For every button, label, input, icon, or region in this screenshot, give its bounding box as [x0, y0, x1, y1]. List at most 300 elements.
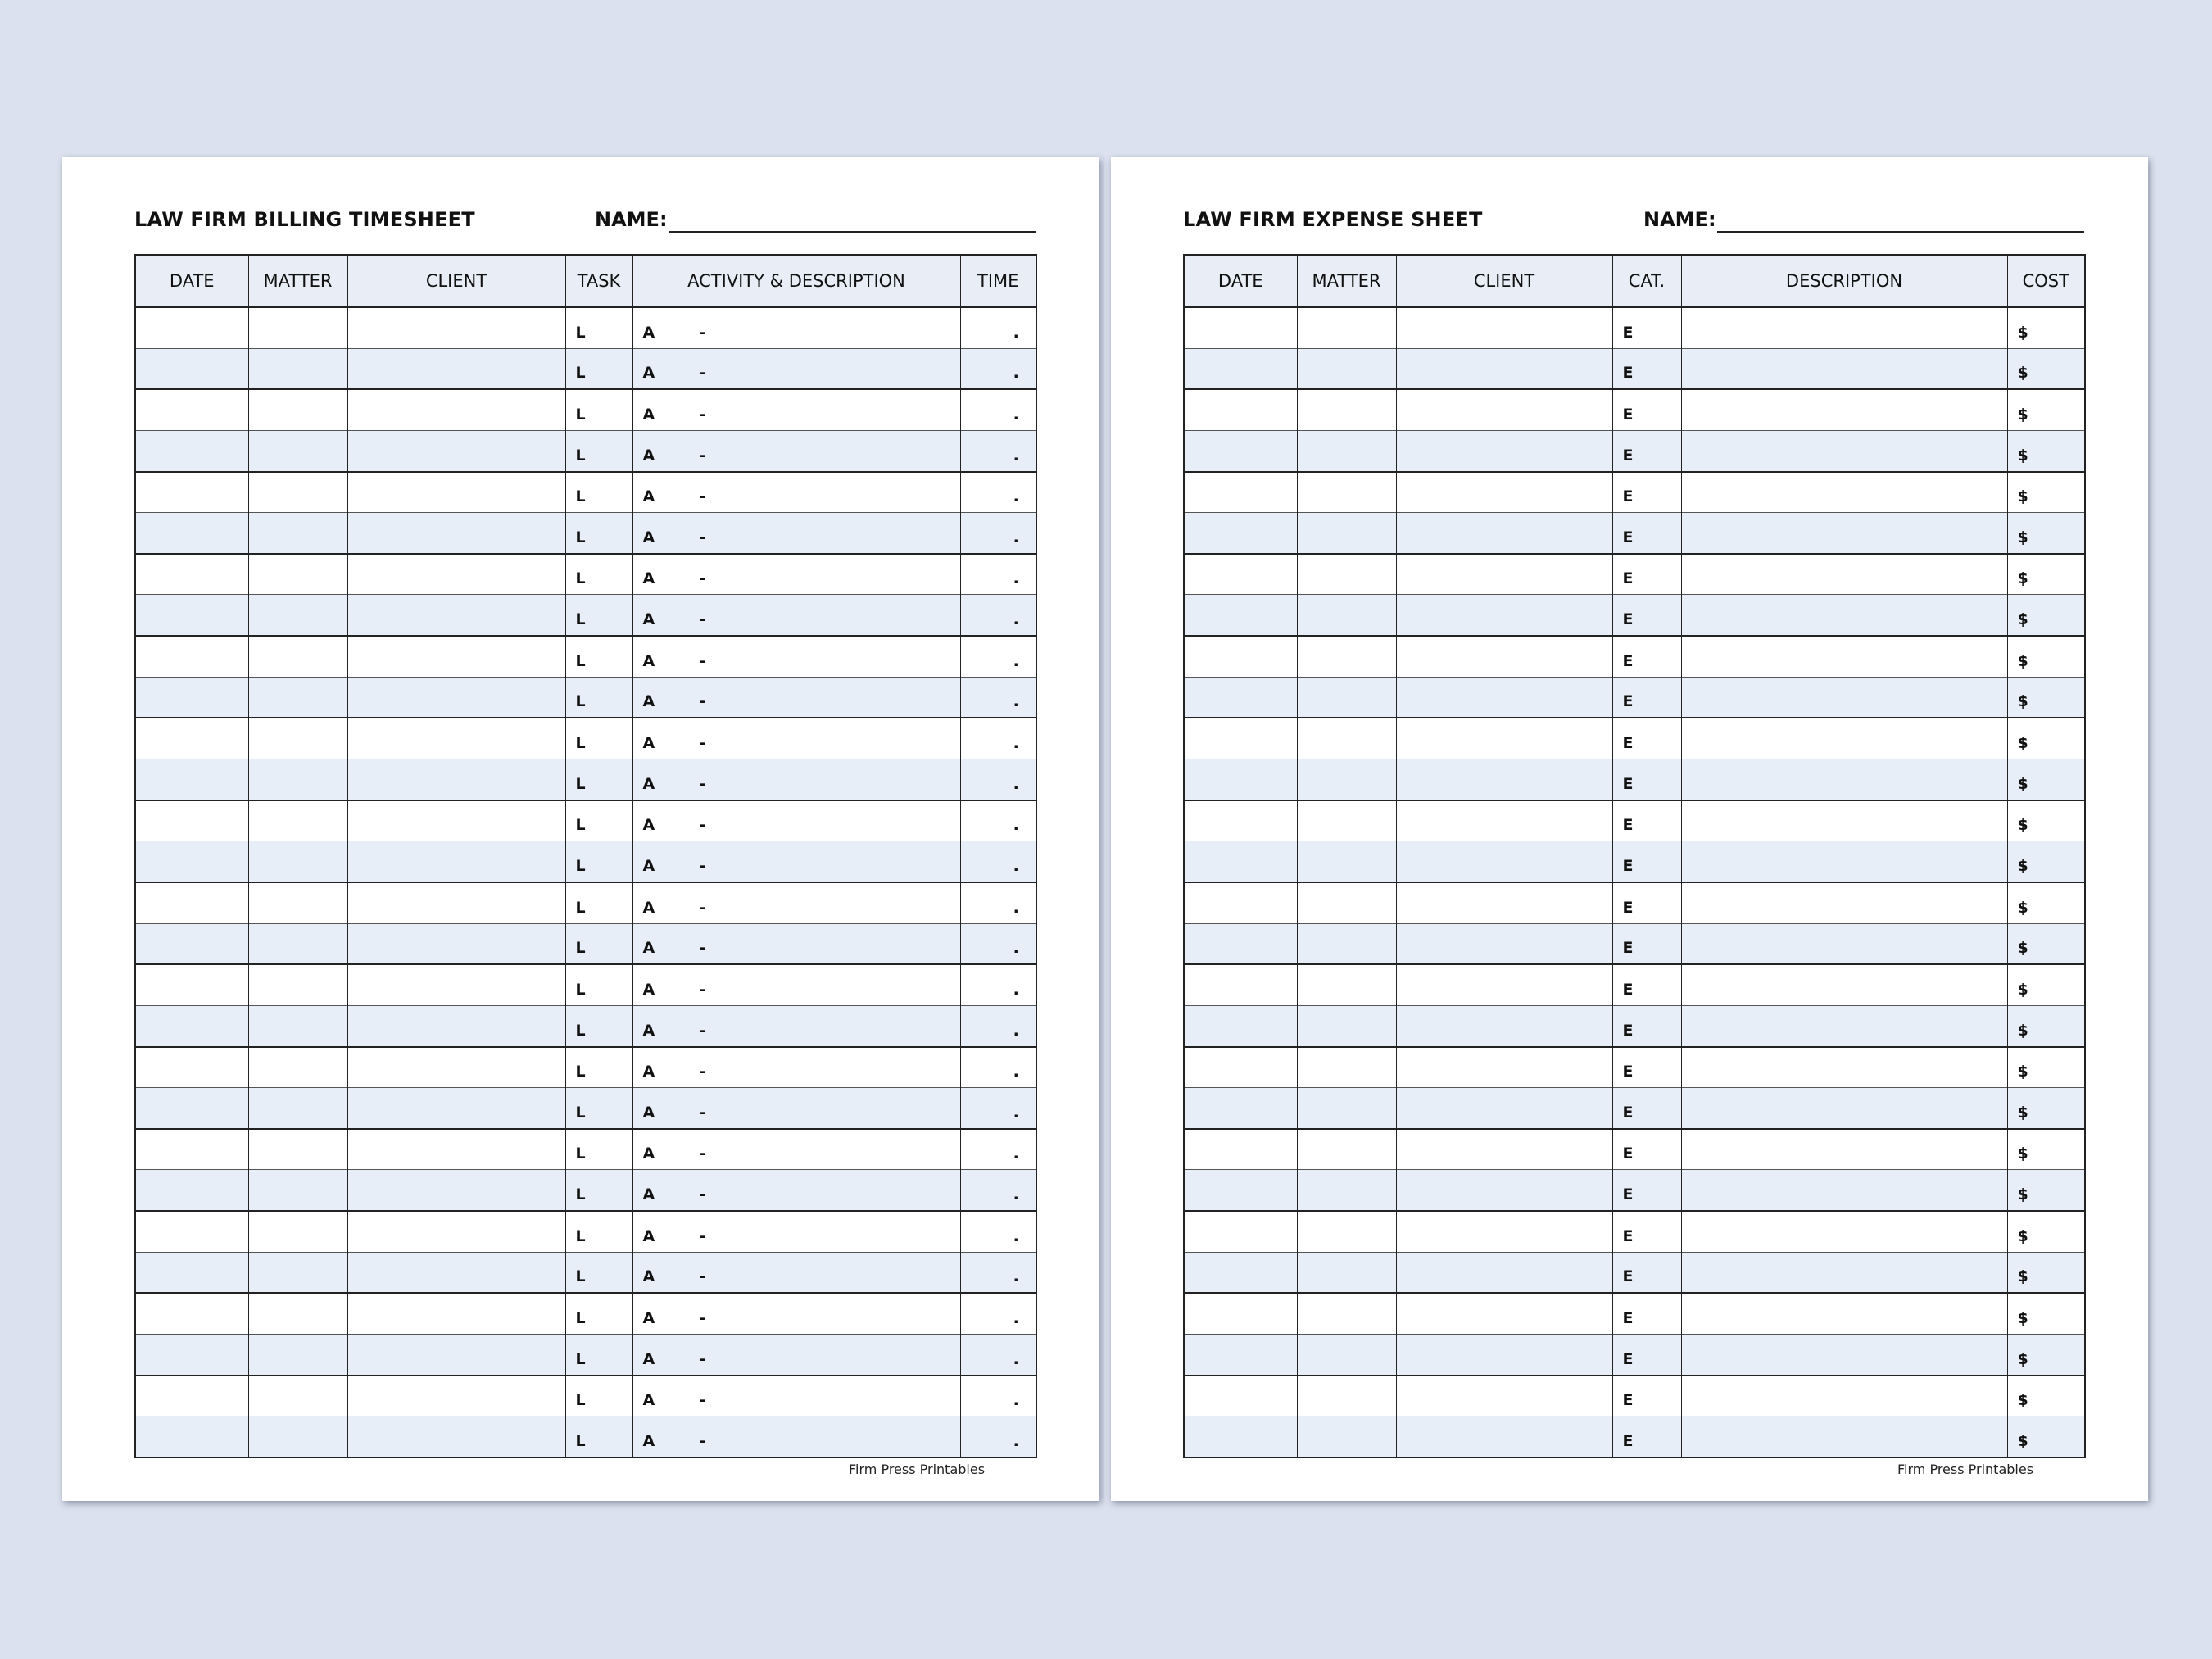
date-cell[interactable] — [135, 718, 248, 759]
matter-cell[interactable] — [248, 923, 347, 964]
matter-cell[interactable] — [1297, 595, 1396, 636]
matter-cell[interactable] — [248, 964, 347, 1005]
activity-cell[interactable] — [632, 1170, 960, 1211]
description-cell[interactable] — [1681, 800, 2007, 841]
description-cell[interactable] — [1681, 513, 2007, 554]
cost-cell[interactable] — [2007, 595, 2085, 636]
description-cell[interactable] — [1681, 1335, 2007, 1376]
client-cell[interactable] — [347, 759, 565, 800]
matter-cell[interactable] — [248, 759, 347, 800]
description-cell[interactable] — [1681, 1129, 2007, 1170]
time-cell[interactable] — [960, 841, 1036, 882]
task-cell[interactable] — [565, 1416, 632, 1457]
description-cell[interactable] — [1681, 554, 2007, 595]
matter-cell[interactable] — [1297, 1416, 1396, 1457]
client-cell[interactable] — [1396, 923, 1612, 964]
matter-cell[interactable] — [1297, 1047, 1396, 1088]
date-cell[interactable] — [135, 964, 248, 1005]
date-cell[interactable] — [135, 677, 248, 718]
category-cell[interactable] — [1612, 307, 1681, 348]
date-cell[interactable] — [135, 636, 248, 677]
time-cell[interactable] — [960, 923, 1036, 964]
task-cell[interactable] — [565, 841, 632, 882]
task-cell[interactable] — [565, 307, 632, 348]
category-cell[interactable] — [1612, 1170, 1681, 1211]
description-cell[interactable] — [1681, 759, 2007, 800]
matter-cell[interactable] — [1297, 1005, 1396, 1046]
activity-cell[interactable] — [632, 759, 960, 800]
category-cell[interactable] — [1612, 923, 1681, 964]
category-cell[interactable] — [1612, 430, 1681, 471]
task-cell[interactable] — [565, 800, 632, 841]
client-cell[interactable] — [347, 1129, 565, 1170]
date-cell[interactable] — [135, 841, 248, 882]
activity-cell[interactable] — [632, 1252, 960, 1293]
date-cell[interactable] — [1184, 1335, 1297, 1376]
date-cell[interactable] — [1184, 595, 1297, 636]
matter-cell[interactable] — [248, 1088, 347, 1129]
time-cell[interactable] — [960, 718, 1036, 759]
client-cell[interactable] — [347, 389, 565, 430]
category-cell[interactable] — [1612, 1211, 1681, 1252]
matter-cell[interactable] — [1297, 513, 1396, 554]
matter-cell[interactable] — [1297, 307, 1396, 348]
task-cell[interactable] — [565, 472, 632, 513]
date-cell[interactable] — [135, 554, 248, 595]
description-cell[interactable] — [1681, 1170, 2007, 1211]
time-cell[interactable] — [960, 513, 1036, 554]
cost-cell[interactable] — [2007, 1088, 2085, 1129]
client-cell[interactable] — [1396, 800, 1612, 841]
activity-cell[interactable] — [632, 513, 960, 554]
cost-cell[interactable] — [2007, 841, 2085, 882]
matter-cell[interactable] — [248, 1129, 347, 1170]
activity-cell[interactable] — [632, 389, 960, 430]
task-cell[interactable] — [565, 923, 632, 964]
client-cell[interactable] — [347, 1376, 565, 1416]
matter-cell[interactable] — [1297, 1335, 1396, 1376]
activity-cell[interactable] — [632, 1376, 960, 1416]
date-cell[interactable] — [1184, 759, 1297, 800]
client-cell[interactable] — [347, 677, 565, 718]
activity-cell[interactable] — [632, 718, 960, 759]
cost-cell[interactable] — [2007, 1416, 2085, 1457]
date-cell[interactable] — [135, 1416, 248, 1457]
task-cell[interactable] — [565, 389, 632, 430]
matter-cell[interactable] — [248, 389, 347, 430]
task-cell[interactable] — [565, 677, 632, 718]
task-cell[interactable] — [565, 1005, 632, 1046]
description-cell[interactable] — [1681, 348, 2007, 389]
client-cell[interactable] — [347, 595, 565, 636]
time-cell[interactable] — [960, 554, 1036, 595]
category-cell[interactable] — [1612, 1129, 1681, 1170]
activity-cell[interactable] — [632, 1047, 960, 1088]
date-cell[interactable] — [135, 1376, 248, 1416]
cost-cell[interactable] — [2007, 677, 2085, 718]
description-cell[interactable] — [1681, 1005, 2007, 1046]
category-cell[interactable] — [1612, 882, 1681, 923]
date-cell[interactable] — [1184, 1005, 1297, 1046]
time-cell[interactable] — [960, 1252, 1036, 1293]
client-cell[interactable] — [347, 1005, 565, 1046]
category-cell[interactable] — [1612, 348, 1681, 389]
cost-cell[interactable] — [2007, 964, 2085, 1005]
timesheet-name-field[interactable] — [669, 231, 1036, 233]
description-cell[interactable] — [1681, 636, 2007, 677]
category-cell[interactable] — [1612, 718, 1681, 759]
date-cell[interactable] — [1184, 554, 1297, 595]
client-cell[interactable] — [1396, 1376, 1612, 1416]
activity-cell[interactable] — [632, 307, 960, 348]
client-cell[interactable] — [347, 636, 565, 677]
client-cell[interactable] — [1396, 1252, 1612, 1293]
time-cell[interactable] — [960, 1416, 1036, 1457]
description-cell[interactable] — [1681, 1293, 2007, 1334]
activity-cell[interactable] — [632, 800, 960, 841]
client-cell[interactable] — [1396, 1335, 1612, 1376]
client-cell[interactable] — [347, 1335, 565, 1376]
description-cell[interactable] — [1681, 1047, 2007, 1088]
client-cell[interactable] — [1396, 472, 1612, 513]
description-cell[interactable] — [1681, 389, 2007, 430]
cost-cell[interactable] — [2007, 513, 2085, 554]
matter-cell[interactable] — [248, 348, 347, 389]
time-cell[interactable] — [960, 882, 1036, 923]
activity-cell[interactable] — [632, 882, 960, 923]
description-cell[interactable] — [1681, 1416, 2007, 1457]
client-cell[interactable] — [347, 307, 565, 348]
date-cell[interactable] — [135, 1170, 248, 1211]
client-cell[interactable] — [347, 348, 565, 389]
matter-cell[interactable] — [248, 1376, 347, 1416]
client-cell[interactable] — [1396, 677, 1612, 718]
cost-cell[interactable] — [2007, 307, 2085, 348]
category-cell[interactable] — [1612, 389, 1681, 430]
date-cell[interactable] — [135, 348, 248, 389]
date-cell[interactable] — [1184, 513, 1297, 554]
cost-cell[interactable] — [2007, 800, 2085, 841]
time-cell[interactable] — [960, 1376, 1036, 1416]
client-cell[interactable] — [347, 1211, 565, 1252]
cost-cell[interactable] — [2007, 923, 2085, 964]
matter-cell[interactable] — [248, 677, 347, 718]
category-cell[interactable] — [1612, 636, 1681, 677]
time-cell[interactable] — [960, 1088, 1036, 1129]
date-cell[interactable] — [135, 472, 248, 513]
matter-cell[interactable] — [248, 1416, 347, 1457]
time-cell[interactable] — [960, 964, 1036, 1005]
description-cell[interactable] — [1681, 882, 2007, 923]
matter-cell[interactable] — [1297, 389, 1396, 430]
matter-cell[interactable] — [248, 513, 347, 554]
activity-cell[interactable] — [632, 964, 960, 1005]
activity-cell[interactable] — [632, 1129, 960, 1170]
time-cell[interactable] — [960, 1211, 1036, 1252]
task-cell[interactable] — [565, 1211, 632, 1252]
activity-cell[interactable] — [632, 1005, 960, 1046]
task-cell[interactable] — [565, 1335, 632, 1376]
date-cell[interactable] — [1184, 800, 1297, 841]
date-cell[interactable] — [1184, 636, 1297, 677]
category-cell[interactable] — [1612, 1088, 1681, 1129]
activity-cell[interactable] — [632, 1416, 960, 1457]
date-cell[interactable] — [135, 923, 248, 964]
cost-cell[interactable] — [2007, 1293, 2085, 1334]
cost-cell[interactable] — [2007, 882, 2085, 923]
matter-cell[interactable] — [248, 1047, 347, 1088]
description-cell[interactable] — [1681, 841, 2007, 882]
date-cell[interactable] — [1184, 841, 1297, 882]
date-cell[interactable] — [1184, 348, 1297, 389]
client-cell[interactable] — [1396, 513, 1612, 554]
expense-name-field[interactable] — [1717, 231, 2084, 233]
category-cell[interactable] — [1612, 964, 1681, 1005]
cost-cell[interactable] — [2007, 389, 2085, 430]
activity-cell[interactable] — [632, 430, 960, 471]
date-cell[interactable] — [135, 307, 248, 348]
cost-cell[interactable] — [2007, 472, 2085, 513]
date-cell[interactable] — [1184, 1088, 1297, 1129]
matter-cell[interactable] — [248, 841, 347, 882]
activity-cell[interactable] — [632, 348, 960, 389]
task-cell[interactable] — [565, 348, 632, 389]
time-cell[interactable] — [960, 800, 1036, 841]
category-cell[interactable] — [1612, 1252, 1681, 1293]
matter-cell[interactable] — [1297, 348, 1396, 389]
time-cell[interactable] — [960, 1170, 1036, 1211]
date-cell[interactable] — [135, 1088, 248, 1129]
client-cell[interactable] — [347, 554, 565, 595]
description-cell[interactable] — [1681, 923, 2007, 964]
category-cell[interactable] — [1612, 1416, 1681, 1457]
matter-cell[interactable] — [1297, 554, 1396, 595]
matter-cell[interactable] — [248, 1252, 347, 1293]
activity-cell[interactable] — [632, 595, 960, 636]
description-cell[interactable] — [1681, 1252, 2007, 1293]
matter-cell[interactable] — [1297, 923, 1396, 964]
date-cell[interactable] — [135, 1129, 248, 1170]
task-cell[interactable] — [565, 1170, 632, 1211]
matter-cell[interactable] — [248, 800, 347, 841]
date-cell[interactable] — [1184, 389, 1297, 430]
matter-cell[interactable] — [1297, 841, 1396, 882]
category-cell[interactable] — [1612, 554, 1681, 595]
date-cell[interactable] — [135, 595, 248, 636]
matter-cell[interactable] — [1297, 1088, 1396, 1129]
time-cell[interactable] — [960, 389, 1036, 430]
task-cell[interactable] — [565, 1047, 632, 1088]
activity-cell[interactable] — [632, 677, 960, 718]
time-cell[interactable] — [960, 595, 1036, 636]
description-cell[interactable] — [1681, 964, 2007, 1005]
matter-cell[interactable] — [248, 1005, 347, 1046]
client-cell[interactable] — [347, 718, 565, 759]
client-cell[interactable] — [1396, 1047, 1612, 1088]
client-cell[interactable] — [347, 1252, 565, 1293]
cost-cell[interactable] — [2007, 718, 2085, 759]
time-cell[interactable] — [960, 759, 1036, 800]
matter-cell[interactable] — [1297, 882, 1396, 923]
date-cell[interactable] — [135, 1005, 248, 1046]
date-cell[interactable] — [1184, 1252, 1297, 1293]
date-cell[interactable] — [135, 882, 248, 923]
client-cell[interactable] — [1396, 595, 1612, 636]
task-cell[interactable] — [565, 1293, 632, 1334]
date-cell[interactable] — [135, 513, 248, 554]
description-cell[interactable] — [1681, 1088, 2007, 1129]
date-cell[interactable] — [135, 1211, 248, 1252]
task-cell[interactable] — [565, 554, 632, 595]
client-cell[interactable] — [1396, 636, 1612, 677]
cost-cell[interactable] — [2007, 1252, 2085, 1293]
activity-cell[interactable] — [632, 1211, 960, 1252]
cost-cell[interactable] — [2007, 1376, 2085, 1416]
matter-cell[interactable] — [248, 1211, 347, 1252]
cost-cell[interactable] — [2007, 1047, 2085, 1088]
time-cell[interactable] — [960, 1335, 1036, 1376]
description-cell[interactable] — [1681, 1211, 2007, 1252]
time-cell[interactable] — [960, 348, 1036, 389]
matter-cell[interactable] — [1297, 964, 1396, 1005]
description-cell[interactable] — [1681, 677, 2007, 718]
matter-cell[interactable] — [1297, 1252, 1396, 1293]
client-cell[interactable] — [347, 513, 565, 554]
client-cell[interactable] — [1396, 1293, 1612, 1334]
activity-cell[interactable] — [632, 636, 960, 677]
date-cell[interactable] — [135, 1047, 248, 1088]
date-cell[interactable] — [1184, 1170, 1297, 1211]
time-cell[interactable] — [960, 1047, 1036, 1088]
date-cell[interactable] — [1184, 964, 1297, 1005]
description-cell[interactable] — [1681, 1376, 2007, 1416]
matter-cell[interactable] — [1297, 677, 1396, 718]
matter-cell[interactable] — [1297, 1376, 1396, 1416]
task-cell[interactable] — [565, 513, 632, 554]
task-cell[interactable] — [565, 430, 632, 471]
client-cell[interactable] — [347, 1416, 565, 1457]
matter-cell[interactable] — [248, 1293, 347, 1334]
activity-cell[interactable] — [632, 1293, 960, 1334]
client-cell[interactable] — [1396, 348, 1612, 389]
category-cell[interactable] — [1612, 1335, 1681, 1376]
category-cell[interactable] — [1612, 677, 1681, 718]
date-cell[interactable] — [1184, 923, 1297, 964]
task-cell[interactable] — [565, 1088, 632, 1129]
matter-cell[interactable] — [248, 882, 347, 923]
activity-cell[interactable] — [632, 841, 960, 882]
date-cell[interactable] — [1184, 1211, 1297, 1252]
client-cell[interactable] — [347, 430, 565, 471]
time-cell[interactable] — [960, 1293, 1036, 1334]
time-cell[interactable] — [960, 307, 1036, 348]
category-cell[interactable] — [1612, 800, 1681, 841]
date-cell[interactable] — [1184, 1293, 1297, 1334]
date-cell[interactable] — [1184, 882, 1297, 923]
date-cell[interactable] — [1184, 1376, 1297, 1416]
date-cell[interactable] — [135, 759, 248, 800]
cost-cell[interactable] — [2007, 430, 2085, 471]
activity-cell[interactable] — [632, 554, 960, 595]
client-cell[interactable] — [1396, 882, 1612, 923]
matter-cell[interactable] — [1297, 1170, 1396, 1211]
matter-cell[interactable] — [1297, 718, 1396, 759]
cost-cell[interactable] — [2007, 636, 2085, 677]
activity-cell[interactable] — [632, 472, 960, 513]
category-cell[interactable] — [1612, 472, 1681, 513]
client-cell[interactable] — [347, 964, 565, 1005]
date-cell[interactable] — [1184, 472, 1297, 513]
matter-cell[interactable] — [1297, 636, 1396, 677]
cost-cell[interactable] — [2007, 1005, 2085, 1046]
task-cell[interactable] — [565, 1129, 632, 1170]
task-cell[interactable] — [565, 595, 632, 636]
client-cell[interactable] — [1396, 389, 1612, 430]
description-cell[interactable] — [1681, 718, 2007, 759]
matter-cell[interactable] — [248, 430, 347, 471]
matter-cell[interactable] — [1297, 759, 1396, 800]
matter-cell[interactable] — [248, 1335, 347, 1376]
client-cell[interactable] — [347, 841, 565, 882]
client-cell[interactable] — [347, 1293, 565, 1334]
cost-cell[interactable] — [2007, 1170, 2085, 1211]
client-cell[interactable] — [1396, 1211, 1612, 1252]
task-cell[interactable] — [565, 1252, 632, 1293]
date-cell[interactable] — [135, 1252, 248, 1293]
description-cell[interactable] — [1681, 307, 2007, 348]
cost-cell[interactable] — [2007, 1129, 2085, 1170]
date-cell[interactable] — [135, 1293, 248, 1334]
client-cell[interactable] — [347, 1047, 565, 1088]
task-cell[interactable] — [565, 1376, 632, 1416]
client-cell[interactable] — [347, 1088, 565, 1129]
date-cell[interactable] — [1184, 1416, 1297, 1457]
matter-cell[interactable] — [248, 307, 347, 348]
time-cell[interactable] — [960, 430, 1036, 471]
matter-cell[interactable] — [248, 636, 347, 677]
description-cell[interactable] — [1681, 595, 2007, 636]
cost-cell[interactable] — [2007, 348, 2085, 389]
client-cell[interactable] — [1396, 1129, 1612, 1170]
client-cell[interactable] — [1396, 554, 1612, 595]
time-cell[interactable] — [960, 1005, 1036, 1046]
client-cell[interactable] — [1396, 841, 1612, 882]
date-cell[interactable] — [135, 800, 248, 841]
cost-cell[interactable] — [2007, 759, 2085, 800]
category-cell[interactable] — [1612, 595, 1681, 636]
task-cell[interactable] — [565, 759, 632, 800]
time-cell[interactable] — [960, 636, 1036, 677]
client-cell[interactable] — [1396, 1416, 1612, 1457]
date-cell[interactable] — [135, 389, 248, 430]
category-cell[interactable] — [1612, 1005, 1681, 1046]
activity-cell[interactable] — [632, 1088, 960, 1129]
task-cell[interactable] — [565, 718, 632, 759]
matter-cell[interactable] — [248, 554, 347, 595]
client-cell[interactable] — [347, 800, 565, 841]
date-cell[interactable] — [135, 430, 248, 471]
description-cell[interactable] — [1681, 472, 2007, 513]
date-cell[interactable] — [1184, 307, 1297, 348]
date-cell[interactable] — [135, 1335, 248, 1376]
matter-cell[interactable] — [1297, 472, 1396, 513]
cost-cell[interactable] — [2007, 1211, 2085, 1252]
matter-cell[interactable] — [1297, 1129, 1396, 1170]
description-cell[interactable] — [1681, 430, 2007, 471]
date-cell[interactable] — [1184, 1047, 1297, 1088]
time-cell[interactable] — [960, 1129, 1036, 1170]
client-cell[interactable] — [1396, 1170, 1612, 1211]
